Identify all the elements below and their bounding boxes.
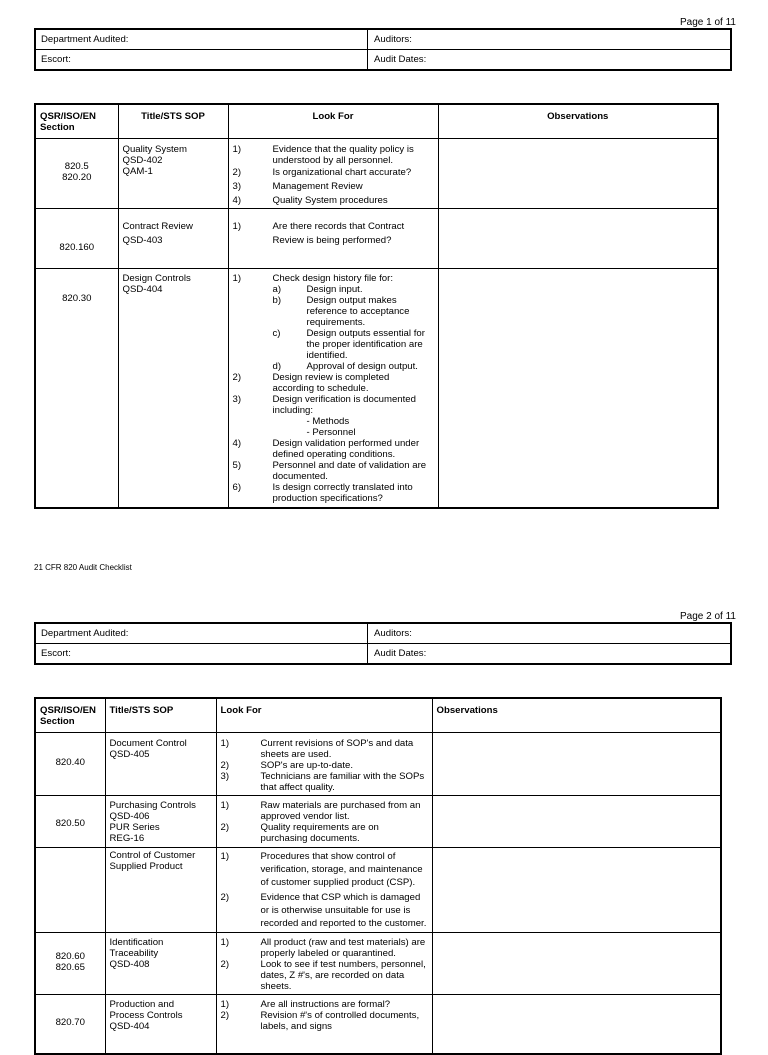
observations-cell[interactable]	[432, 994, 721, 1054]
observations-cell[interactable]	[432, 795, 721, 847]
list-subitem: c) Design outputs essential for the proper identification are identified.	[272, 327, 425, 361]
page-number: Page 2 of 11	[680, 611, 736, 622]
list-subitem: b) Design output makes reference to acceptance requirements.	[272, 294, 410, 328]
audit-checklist-table	[34, 697, 722, 1055]
audit-dates-label: Audit Dates:	[374, 54, 427, 65]
observations-cell[interactable]	[432, 932, 721, 994]
list-subitem: - Personnel	[306, 426, 356, 438]
department-audited-label: Department Audited:	[41, 34, 129, 45]
sop-title: Traceability	[109, 947, 159, 959]
list-item: 1) Procedures that show control of verification, storage, and maintenance of customer supplied product (CSP).	[220, 850, 423, 888]
list-item: 3) Design verification is documented including:	[232, 393, 416, 416]
observations-cell[interactable]	[432, 847, 721, 932]
table-row	[35, 208, 718, 268]
page-number: Page 1 of 11	[680, 17, 736, 28]
list-item: 3) Technicians are familiar with the SOPs that affect quality.	[220, 770, 425, 793]
list-item: 1) Current revisions of SOP's and data sheets are used.	[220, 737, 414, 760]
sop-code: QSD-405	[109, 748, 150, 760]
sop-title: Production and	[109, 998, 175, 1010]
list-item: 4) Design validation performed under defined operating conditions.	[232, 437, 420, 460]
column-header-observations: Observations	[438, 104, 718, 138]
list-item: 2) Look to see if test numbers, personnel, dates, Z #'s, are recorded on data sheets.	[220, 958, 426, 992]
table-row	[35, 994, 721, 1054]
sop-code: QAM-1	[122, 165, 153, 177]
list-item: 2) Is organizational chart accurate?	[232, 166, 412, 178]
list-item: 2) SOP's are up-to-date.	[220, 759, 353, 771]
column-header-title: Title/STS SOP	[105, 698, 216, 732]
sop-title: Document Control	[109, 737, 187, 749]
section-number: 820.40	[55, 756, 85, 768]
list-subitem: - Methods	[306, 415, 350, 427]
auditors-label: Auditors:	[374, 34, 412, 45]
department-audited-label: Department Audited:	[41, 628, 129, 639]
column-header-look-for: Look For	[228, 104, 438, 138]
list-item: 1) Are all instructions are formal?	[220, 998, 391, 1010]
list-item: 5) Personnel and date of validation are documented.	[232, 459, 427, 482]
sop-title: Contract Review	[122, 220, 193, 232]
sop-title: Quality System	[122, 143, 188, 155]
list-item: Review is being performed?	[272, 234, 392, 246]
section-number: 820.65	[55, 961, 85, 973]
observations-cell[interactable]	[438, 268, 718, 508]
sop-title: Purchasing Controls	[109, 799, 196, 811]
sop-title: Identification	[109, 936, 164, 948]
sop-code: QSD-404	[109, 1020, 150, 1032]
list-item: 1) Raw materials are purchased from an approved vendor list.	[220, 799, 421, 822]
list-item: 3) Management Review	[232, 180, 363, 192]
sop-code: QSD-406	[109, 810, 150, 822]
section-number: 820.160	[59, 241, 95, 253]
column-header-observations: Observations	[432, 698, 721, 732]
list-item: 1) All product (raw and test materials) are properly labeled or quarantined.	[220, 936, 426, 959]
section-number: 820.60	[55, 950, 85, 962]
section-number: 820.5	[64, 160, 89, 172]
sop-code: QSD-402	[122, 154, 163, 166]
audit-dates-label: Audit Dates:	[374, 648, 427, 659]
auditors-label: Auditors:	[374, 628, 412, 639]
sop-title: Process Controls	[109, 1009, 183, 1021]
list-item: 1) Check design history file for:	[232, 272, 394, 284]
sop-title: Design Controls	[122, 272, 191, 284]
table-row	[35, 795, 721, 847]
list-subitem: a) Design input.	[272, 283, 363, 295]
list-item: 1) Are there records that Contract	[232, 220, 405, 232]
column-header-look-for: Look For	[216, 698, 432, 732]
audit-header-box	[34, 622, 732, 665]
section-number: 820.50	[55, 817, 85, 829]
sop-code: REG-16	[109, 832, 145, 844]
observations-cell[interactable]	[438, 138, 718, 208]
observations-cell[interactable]	[432, 732, 721, 795]
document-footer: 21 CFR 820 Audit Checklist	[34, 563, 132, 572]
table-row	[35, 268, 718, 508]
column-header-section: QSR/ISO/EN Section	[35, 104, 118, 138]
sop-code: QSD-404	[122, 283, 163, 295]
column-header-title: Title/STS SOP	[118, 104, 228, 138]
list-item: 2) Design review is completed according to schedule.	[232, 371, 390, 394]
list-item: 2) Quality requirements are on purchasing documents.	[220, 821, 379, 844]
section-number: 820.20	[62, 171, 92, 183]
audit-header-box	[34, 28, 732, 71]
sop-code: QSD-403	[122, 234, 163, 246]
table-row	[35, 847, 721, 932]
observations-cell[interactable]	[438, 208, 718, 268]
list-subitem: d) Approval of design output.	[272, 360, 418, 372]
list-item: 2) Revision #'s of controlled documents, labels, and signs	[220, 1009, 420, 1032]
table-row	[35, 138, 718, 208]
escort-label: Escort:	[41, 648, 71, 659]
list-item: 1) Evidence that the quality policy is understood by all personnel.	[232, 143, 414, 166]
table-row	[35, 732, 721, 795]
column-header-section: QSR/ISO/EN Section	[35, 698, 105, 732]
sop-title: Control of Customer Supplied Product	[109, 849, 196, 872]
escort-label: Escort:	[41, 54, 71, 65]
section-number: 820.30	[62, 292, 92, 304]
table-row	[35, 932, 721, 994]
list-item: 6) Is design correctly translated into production specifications?	[232, 481, 413, 504]
sop-code: PUR Series	[109, 821, 160, 833]
audit-checklist-table	[34, 103, 719, 509]
list-item: 4) Quality System procedures	[232, 194, 388, 206]
sop-code: QSD-408	[109, 958, 150, 970]
section-number: 820.70	[55, 1016, 85, 1028]
list-item: 2) Evidence that CSP which is damaged or is otherwise unsuitable for use is recorded and reported to the customer.	[220, 891, 427, 929]
